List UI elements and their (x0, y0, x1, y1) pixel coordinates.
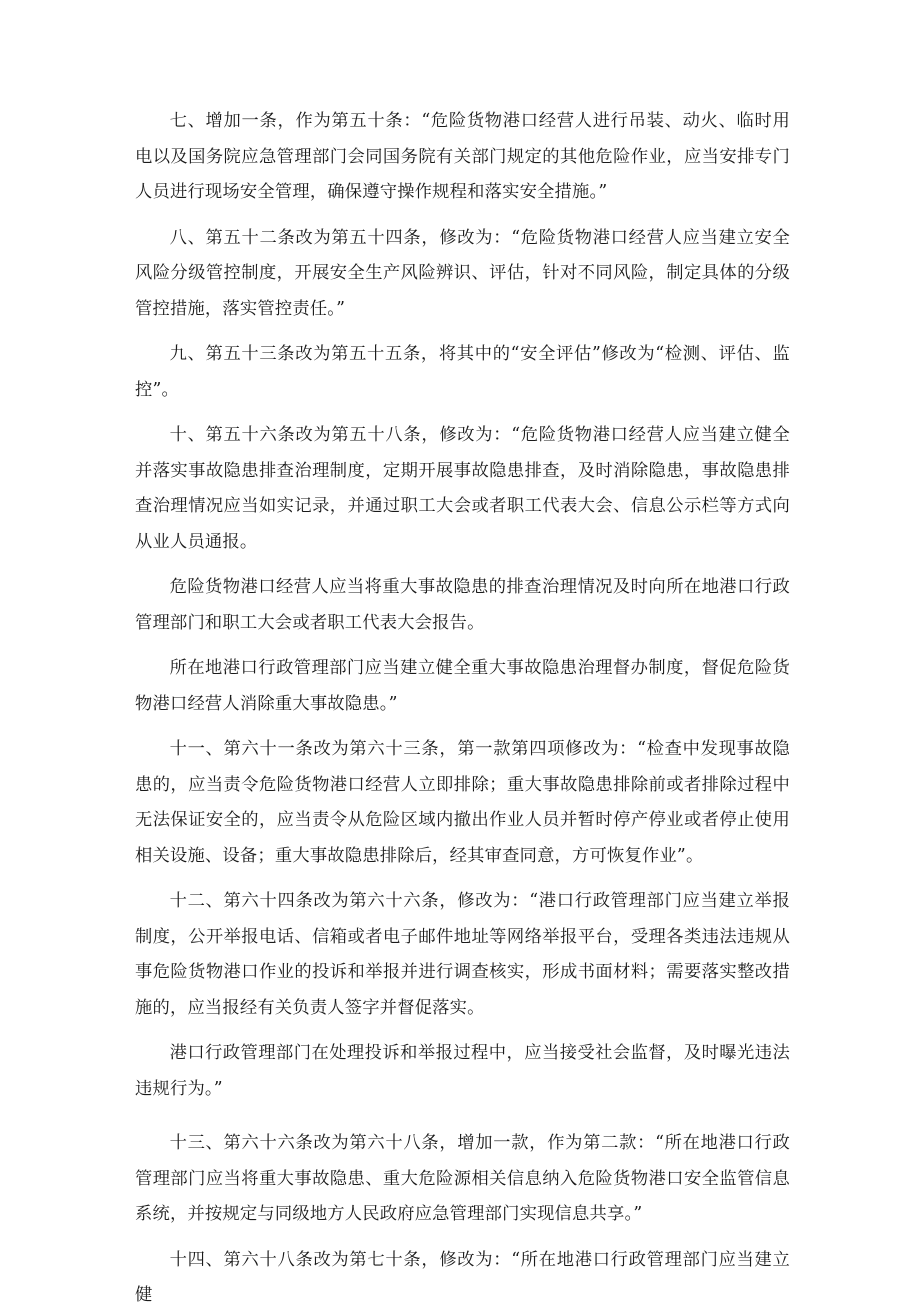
paragraph-article-12-part-2: 港口行政管理部门在处理投诉和举报过程中，应当接受社会监督，及时曝光违法违规行为。” (135, 1043, 790, 1099)
paragraph-article-10-part-2: 危险货物港口经营人应当将重大事故隐患的排查治理情况及时向所在地港口行政管理部门和职工大会或者职工代表大会报告。 (135, 577, 790, 633)
document-body (135, 104, 790, 1314)
paragraph-article-14: 十四、第六十八条改为第七十条，修改为：“所在地港口行政管理部门应当建立健 (135, 1249, 790, 1305)
paragraph-article-10-part-3: 所在地港口行政管理部门应当建立健全重大事故隐患治理督办制度，督促危险货物港口经营人消除重大事故隐患。” (135, 658, 790, 714)
paragraph-article-13: 十三、第六十六条改为第六十八条，增加一款，作为第二款：“所在地港口行政管理部门应当将重大事故隐患、重大危险源相关信息纳入危险货物港口安全监管信息系统，并按规定与同级地方人民政府应急管理部门实现信息共享。” (135, 1133, 790, 1224)
paragraph-article-11: 十一、第六十一条改为第六十三条，第一款第四项修改为：“检查中发现事故隐患的，应当责令危险货物港口经营人立即排除；重大事故隐患排除前或者排除过程中无法保证安全的，应当责令从危险区域内撤出作业人员并暂时停产停业或者停止使用相关设施、设备；重大事故隐患排除后，经其审查同意，方可恢复作业”。 (135, 739, 790, 866)
paragraph-article-10: 十、第五十六条改为第五十八条，修改为：“危险货物港口经营人应当建立健全并落实事故隐患排查治理制度，定期开展事故隐患排查，及时消除隐患，事故隐患排查治理情况应当如实记录，并通过职工大会或者职工代表大会、信息公示栏等方式向从业人员通报。 (135, 425, 790, 552)
paragraph-article-7: 七、增加一条，作为第五十条：“危险货物港口经营人进行吊装、动火、临时用电以及国务院应急管理部门会同国务院有关部门规定的其他危险作业，应当安排专门人员进行现场安全管理，确保遵守操作规程和落实安全措施。” (135, 111, 790, 202)
paragraph-article-9: 九、第五十三条改为第五十五条，将其中的“安全评估”修改为“检测、评估、监控”。 (135, 344, 790, 400)
paragraph-article-12: 十二、第六十四条改为第六十六条，修改为：“港口行政管理部门应当建立举报制度，公开举报电话、信箱或者电子邮件地址等网络举报平台，受理各类违法违规从事危险货物港口作业的投诉和举报并进行调查核实，形成书面材料；需要落实整改措施的，应当报经有关负责人签字并督促落实。 (135, 891, 790, 1018)
paragraph-article-8: 八、第五十二条改为第五十四条，修改为：“危险货物港口经营人应当建立安全风险分级管控制度，开展安全生产风险辨识、评估，针对不同风险，制定具体的分级管控措施，落实管控责任。” (135, 227, 790, 319)
